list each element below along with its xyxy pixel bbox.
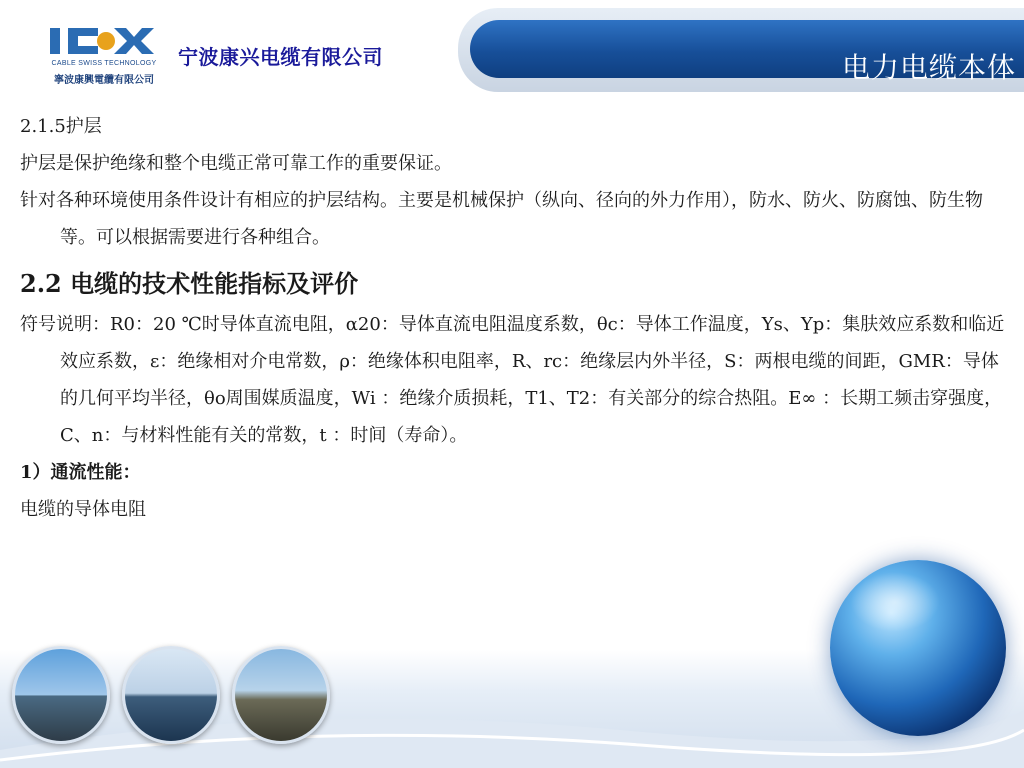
slide-title: 电力电缆本体 <box>841 51 1016 84</box>
heading-technical-performance: 2.2 电缆的技术性能指标及评价 <box>20 269 359 298</box>
logo-mark-icon <box>48 24 160 58</box>
company-logo <box>48 24 160 86</box>
train-image <box>232 646 330 744</box>
slide-body <box>20 108 1010 528</box>
section-title: 2.1.5护层 <box>20 116 102 137</box>
truck-image <box>12 646 110 744</box>
globe-highlight <box>850 572 940 632</box>
company-name: 宁波康兴电缆有限公司 <box>178 45 383 69</box>
list-subitem-conductor-resistance: 电缆的导体电阻 <box>20 499 146 520</box>
slide-header <box>0 0 1024 92</box>
logo-tagline: CABLE SWISS TECHNOLOGY <box>51 60 157 67</box>
list-item-current-capacity: 1）通流性能： <box>20 462 141 483</box>
paragraph-symbol-legend: 符号说明：R0：20 ℃时导体直流电阻，α20：导体直流电阻温度系数，θc：导体工作温度，Ys、Yp：集肤效应系数和临近效应系数，ε：绝缘相对介电常数，ρ：绝缘体积电阻率，R、rc：绝缘层内外半径，S：两根电缆的间距，GMR：导体的几何平均半径，θo周围媒质温度，Wi ：绝缘介质损耗，T1、T2：有关部分的综合热阻。E∞ ：长期工频击穿强度， C、n：与材料性能有关的常数，t ：时间（寿命）。 <box>20 314 1005 446</box>
paragraph-sheath-intro: 护层是保护绝缘和整个电缆正常可靠工作的重要保证。 <box>20 153 452 174</box>
paragraph-sheath-structure: 针对各种环境使用条件设计有相应的护层结构。主要是机械保护（纵向、径向的外力作用），防水、防火、防腐蚀、防生物等。可以根据需要进行各种组合。 <box>20 190 983 248</box>
ship-image <box>122 646 220 744</box>
title-banner <box>470 20 1024 84</box>
logo-chinese-name: 寧波康興電纜有限公司 <box>54 75 154 86</box>
